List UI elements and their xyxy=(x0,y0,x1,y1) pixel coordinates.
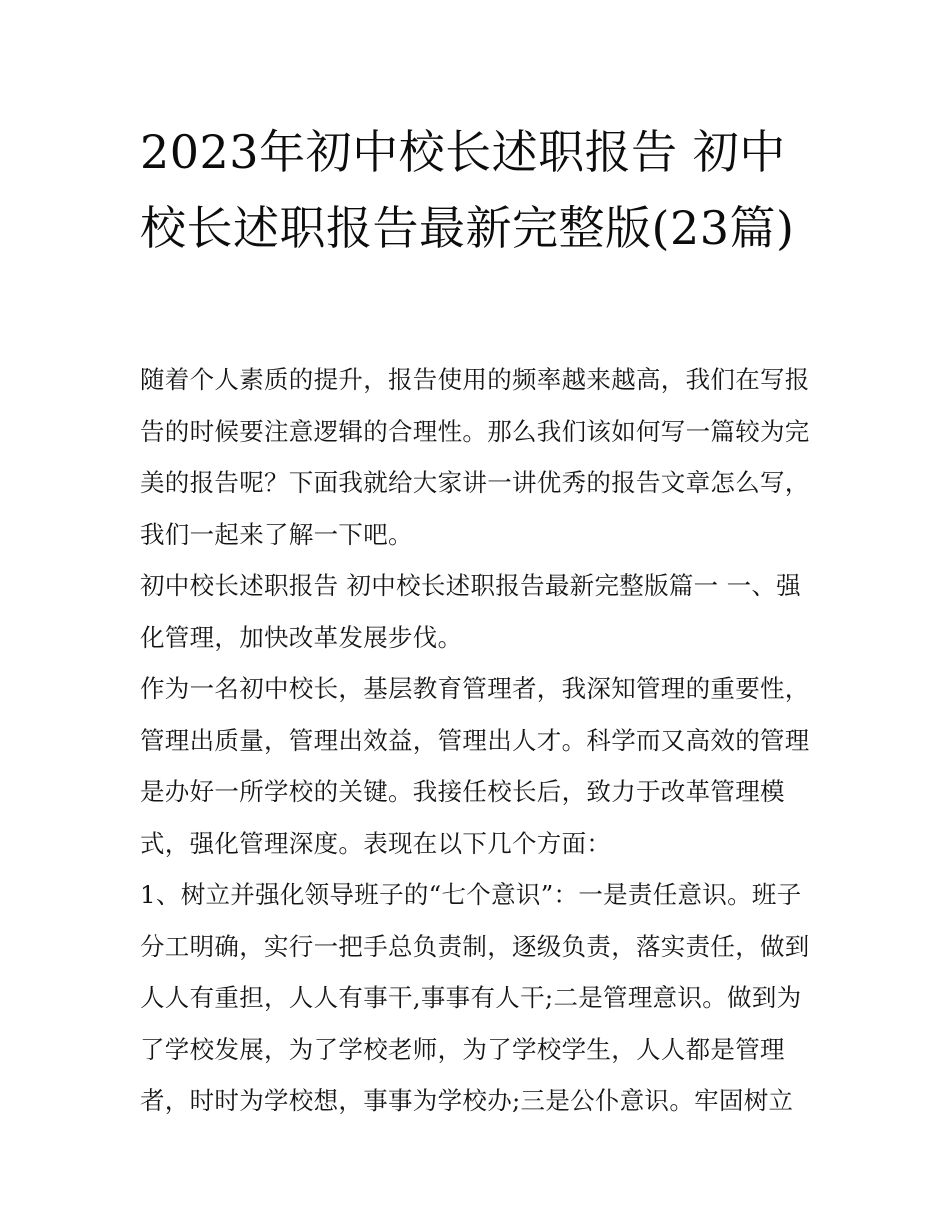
document-title: 2023年初中校长述职报告 初中校长述职报告最新完整版(23篇) xyxy=(140,125,795,255)
paragraph-management: 作为一名初中校长，基层教育管理者，我深知管理的重要性，管理出质量，管理出效益，管理出人才。科学而又高效的管理是办好一所学校的关键。我接任校长后，致力于改革管理模式，强化管理深度。表现在以下几个方面： xyxy=(140,674,810,858)
paragraph-intro: 随着个人素质的提升，报告使用的频率越来越高，我们在写报告的时候要注意逻辑的合理性。那么我们该如何写一篇较为完美的报告呢？下面我就给大家讲一讲优秀的报告文章怎么写，我们一起来了解一下吧。 xyxy=(140,365,810,549)
paragraph-seven-awareness: 1、树立并强化领导班子的“七个意识”：一是责任意识。班子分工明确，实行一把手总负责制，逐级负责，落实责任，做到人人有重担，人人有事干,事事有人干;二是管理意识。做到为了学校发展，为了学校老师，为了学校学生，人人都是管理者，时时为学校想，事事为学校办;三是公仆意识。牢固树立 xyxy=(140,880,810,1115)
document-body xyxy=(140,354,820,1127)
paragraph-section-heading: 初中校长述职报告 初中校长述职报告最新完整版篇一 一、强化管理，加快改革发展步伐。 xyxy=(140,571,801,652)
